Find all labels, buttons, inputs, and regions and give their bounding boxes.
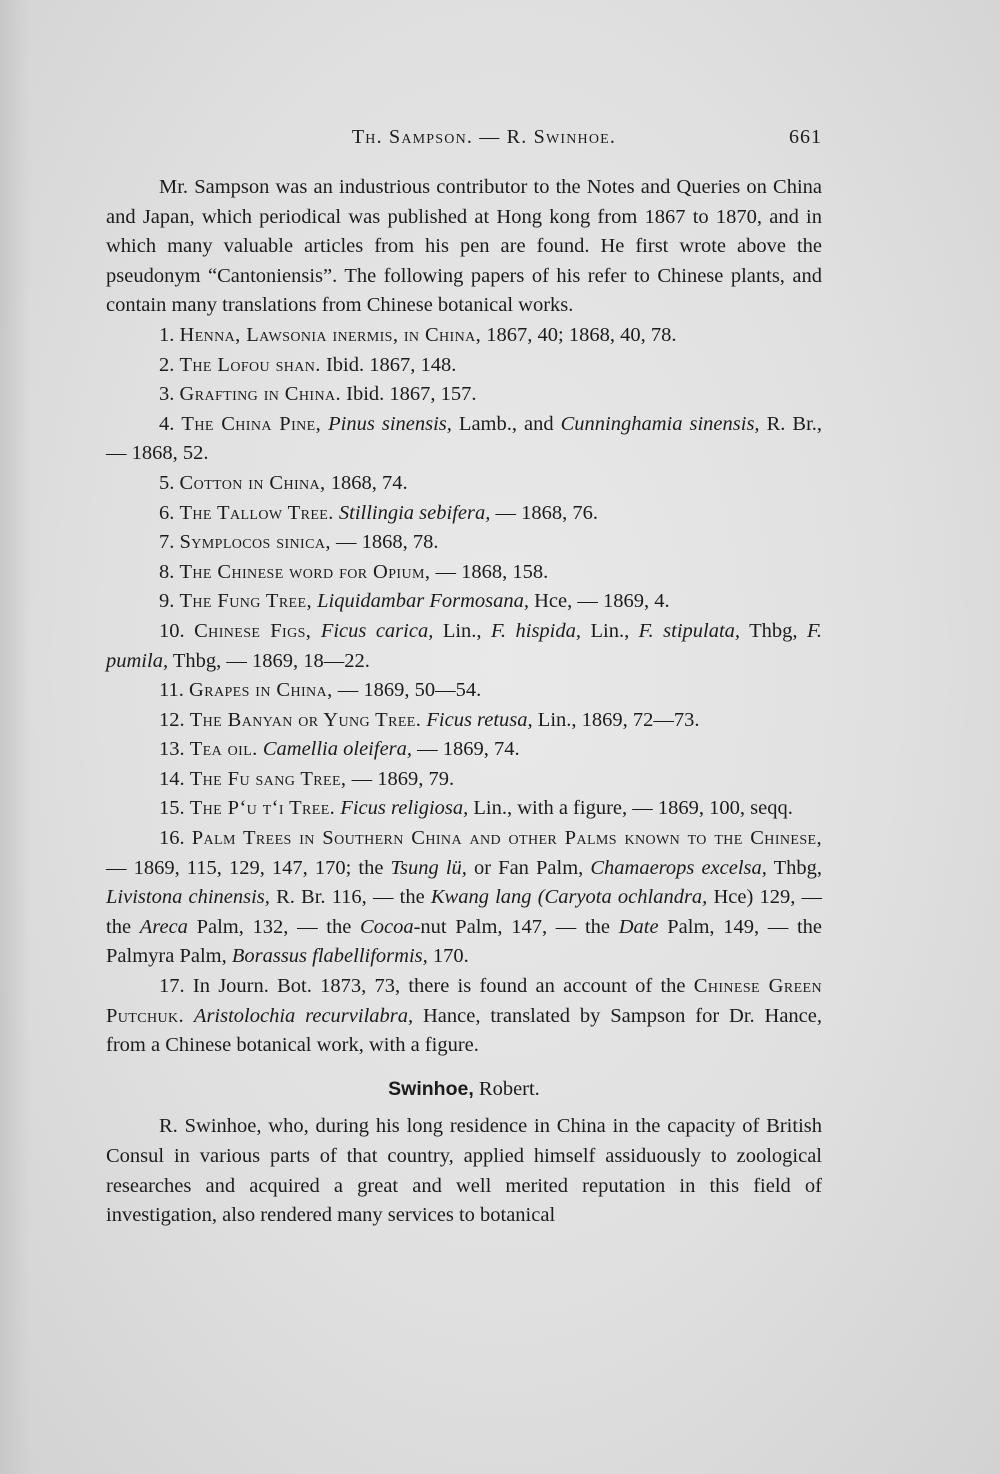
paper-text: R. Br., — 1868, 52. [106,412,823,465]
paper-text: Thbg, [766,856,822,879]
paper-text: Lin., [433,619,492,642]
paper-number: 3. [159,383,180,406]
section-heading-given-name: Robert. [473,1077,540,1100]
paper-number: 2. [159,353,180,376]
botanical-name: Cunninghamia sinensis, [560,412,760,435]
paper-item [106,676,822,706]
paper-text: Hance, translated by Sampson for Dr. Hance, from a Chinese botanical work, with a figure. [106,1004,822,1057]
paper-item [106,706,822,736]
paper-number: 10. [159,619,195,642]
botanical-name: Cocoa- [360,915,421,938]
paper-text [311,620,320,642]
paper-title: The Fung Tree, [179,590,312,613]
botanical-name: Camellia oleifera, [262,738,413,761]
paper-number: 6. [159,501,180,524]
paper-text [184,1005,194,1027]
paper-text: — 1868, 78. [330,531,439,554]
paper-item [106,558,822,588]
paper-text: 1867, 40; 1868, 40, 78. [481,323,677,346]
paper-title: The Fu sang Tree, [189,767,347,790]
paper-title: Symplocos sinica, [179,531,331,554]
botanical-name: F. pumila, [106,619,823,672]
page-edge-shadow [0,0,30,1474]
paper-text: — 1869, 50—54. [332,679,482,702]
botanical-name: Date [618,915,659,938]
paper-text: Palm, 132, — the [187,915,361,938]
papers-list [106,321,822,1061]
page-number: 661 [789,126,822,148]
paper-item [106,824,822,972]
page-header [106,126,822,156]
botanical-name: Borassus flabelliformis, [231,945,428,968]
intro-paragraph: Mr. Sampson was an industrious contributor to the Notes and Queries on China and Japan, which periodical was published at Hong kong from 1867 to 1870, and in which many valuable articles from his pen are found. He first wrote above the pseudonym “Cantoniensis”. The following papers of his refer to Chinese plants, and contain many translations from Chinese botanical works. [106,176,822,317]
botanical-name: Livistona chinensis, [106,886,270,909]
section-heading-surname: Swinhoe, [388,1077,474,1100]
running-title: Th. Sampson. — R. Swinhoe. [351,126,617,148]
botanical-name: Areca [139,915,188,938]
paper-text: Palm, 149, — the Palmyra Palm, [106,915,823,968]
paper-text: Ibid. 1867, 148. [320,353,457,376]
paper-item [106,528,822,558]
paper-number: 1. [159,323,180,346]
paper-text: Hce) 129, — the [106,886,822,938]
section-heading [106,1075,822,1105]
paper-text: — 1869, 74. [412,738,520,761]
botanical-name: Aristolochia recurvilabra, [193,1004,414,1027]
paper-item [106,469,822,499]
paper-title: Tea oil. [189,738,258,761]
botanical-name: Pinus sinensis, [328,412,452,435]
paper-item [106,794,822,824]
paper-number: 16. [159,827,192,850]
paper-number: 4. [159,412,182,435]
botanical-name: Stillingia sebifera, [338,501,491,524]
paper-text: Lin., [581,619,639,642]
paper-title: The Chinese word for Opium, [179,560,431,583]
paper-text: or Fan Palm, [466,856,591,879]
paper-text: Ibid. 1867, 157. [341,383,477,406]
botanical-name: F. hispida, [491,619,581,642]
paper-text: Hce, — 1869, 4. [528,590,670,613]
paper-text: Lin., 1869, 72—73. [532,708,700,731]
paper-title: Cotton in China, [179,471,326,494]
section-paragraph: R. Swinhoe, who, during his long residence in China in the capacity of British Consul in various parts of that country, applied himself assiduously to zoological researches and acquired a great and well merited reputation in this field of investigation, also rendered many services to botanical [106,1115,822,1227]
paper-text: Thbg, — 1869, 18—22. [168,649,370,672]
paper-title: Palm Trees in Southern China and other Palms known to the Chinese, [191,827,823,850]
paper-item [106,410,822,469]
paper-number: 14. [159,767,190,790]
paper-text: 170. [427,945,469,968]
paper-item [106,735,822,765]
paper-title: The P‘u t‘i Tree. [189,797,336,820]
paper-text: — 1868, 158. [430,560,549,583]
paper-text: R. Br. 116, — the [269,886,431,909]
paper-item [106,972,822,1061]
paper-title: Chinese Figs, [194,619,312,642]
botanical-name: F. stipulata, [638,619,741,642]
paper-text: Thbg, [740,619,808,642]
paper-number: 5. [159,471,180,494]
paper-number: 17. [159,975,193,998]
paper-number: 12. [159,708,190,731]
paper-number: 8. [159,560,180,583]
paper-text: 1868, 74. [325,471,408,494]
botanical-name: Ficus carica, [320,619,434,642]
paper-title: The Lofou shan. [179,353,321,376]
paper-title: Chinese Green Putchuk. [106,975,822,1027]
paper-text: nut Palm, 147, — the [420,915,619,938]
paper-text: — 1869, 115, 129, 147, 170; the [106,856,391,879]
paper-text: In Journ. Bot. 1873, 73, there is found an account of the [192,975,694,998]
paper-item [106,351,822,381]
paper-item [106,321,822,351]
paper-title: Grafting in China. [179,383,341,406]
paper-item [106,587,822,617]
paper-title: The Tallow Tree. [179,501,334,524]
paper-item [106,765,822,795]
botanical-name: Chamaerops excelsa, [590,856,767,879]
paper-text: Lamb., and [451,412,561,435]
paper-title: The China Pine, [181,412,322,435]
paper-number: 15. [159,797,190,820]
botanical-name: Ficus retusa, [426,708,533,731]
paper-text: — 1869, 79. [346,767,455,790]
botanical-name: Ficus religiosa, [340,797,469,820]
paper-item [106,617,822,676]
paper-text: Lin., with a figure, — 1869, 100, seqq. [468,797,793,820]
botanical-name: Kwang lang (Caryota ochlandra, [430,886,708,909]
botanical-name: Liquidambar Formosana, [317,590,529,613]
paper-number: 11. [159,679,189,702]
paper-number: 9. [159,590,180,613]
paper-item [106,380,822,410]
paper-item [106,499,822,529]
paper-title: Grapes in China, [189,679,333,702]
paper-title: Henna, Lawsonia inermis, in China, [179,323,482,346]
paper-title: The Banyan or Yung Tree. [189,708,422,731]
paper-text: — 1868, 76. [490,501,598,524]
body-text [106,173,822,1231]
botanical-name: Tsung lü, [390,856,467,879]
paper-number: 13. [159,738,190,761]
paper-number: 7. [159,531,180,554]
